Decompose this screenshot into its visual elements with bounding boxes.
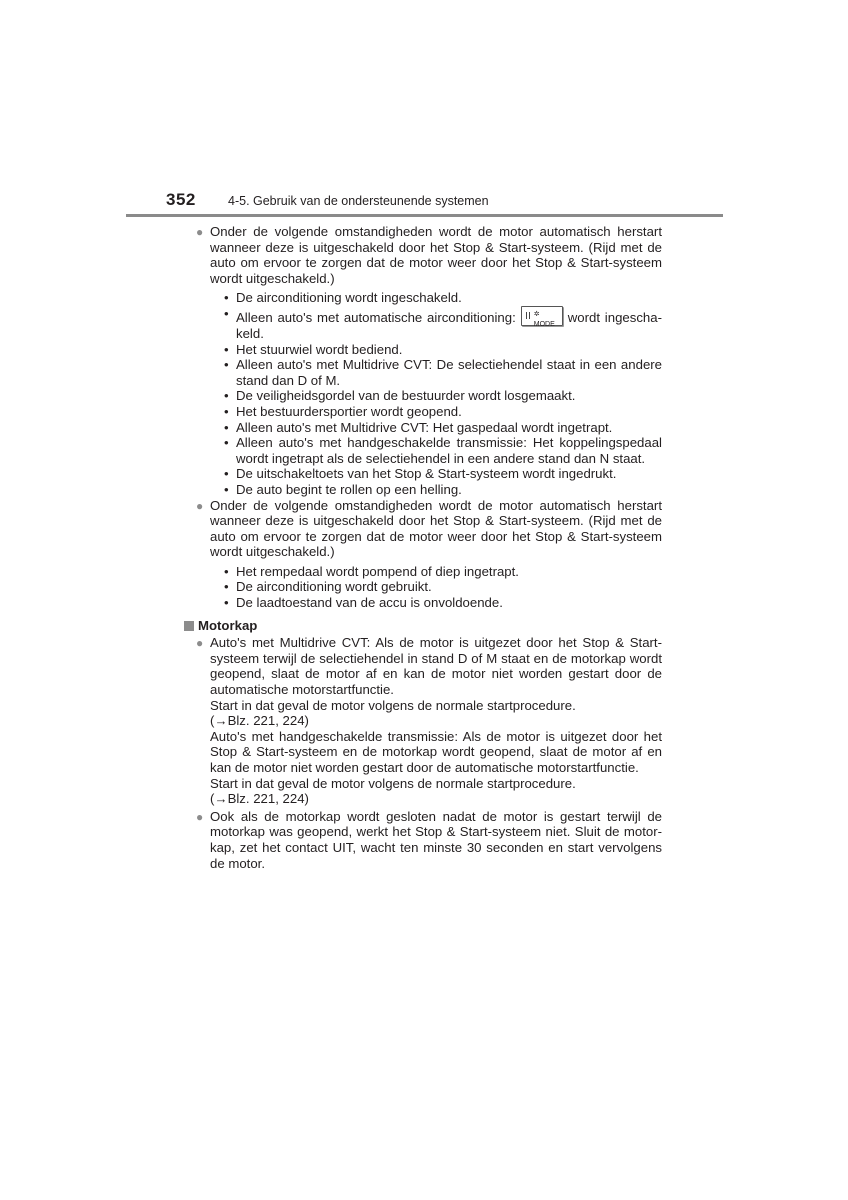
paragraph-text: Auto's met Multidrive CVT: Als de motor is uitgezet door het Stop & Start-systeem terwijl de selectiehendel in stand D of M staat en de motorkap wordt geopend, slaat de motor af en kan de motor niet worden gestart door de automatische motorstartfunctie. xyxy=(210,635,662,698)
page-reference: (→Blz. 221, 224) xyxy=(210,713,309,729)
ac-mode-switch-icon: ✲ MODE xyxy=(521,306,563,326)
list-item: • Het bestuurdersportier wordt geopend. xyxy=(224,403,462,419)
section-heading-motorkap: Motorkap xyxy=(184,618,662,634)
paragraph-text: Start in dat geval de motor volgens de normale startprocedure. xyxy=(210,775,576,791)
bullet-circle-icon: ● xyxy=(196,809,204,824)
bullet-circle-icon: ● xyxy=(196,225,204,239)
page-number: 352 xyxy=(166,190,196,209)
page-content xyxy=(196,224,662,871)
list-item: • De veiligheidsgordel van de bestuurder wordt losgemaakt. xyxy=(224,388,576,404)
list-item: • De uitschakeltoets van het Stop & Start-systeem wordt ingedrukt. xyxy=(224,466,617,482)
list-item: • Het rempedaal wordt pompend of diep ingetrapt. xyxy=(224,563,519,579)
list-item: • Het stuurwiel wordt bediend. xyxy=(224,341,403,357)
motorkap-paragraph-1 xyxy=(196,635,662,807)
list-item: • Alleen auto's met automatische airconditioning: ✲ MODE wordt ingeschakeld. xyxy=(224,305,663,341)
paragraph-text: Onder de volgende omstandigheden wordt de motor automatisch herstart wanneer deze is uitgeschakeld door het Stop & Start-systeem. (Rijd met de auto om ervoor te zorgen dat de motor weer door het Stop & Start-systeem wordt uitgeschakeld.) xyxy=(210,497,662,560)
list-item: • Alleen auto's met Multidrive CVT: Het gaspedaal wordt ingetrapt. xyxy=(224,419,613,435)
motorkap-paragraph-2 xyxy=(196,809,662,871)
list-item: • De laadtoestand van de accu is onvoldoende. xyxy=(224,595,503,611)
paragraph-text: Ook als de motorkap wordt gesloten nadat de motor is gestart terwijl de motorkap was geopend, werkt het Stop & Start-systeem niet. Sluit de motorkap, zet het contact UIT, wacht ten minste 30 seconden en start vervolgens de motor. xyxy=(210,808,662,871)
page-reference: (→Blz. 221, 224) xyxy=(210,791,309,807)
list-item: • De airconditioning wordt gebruikt. xyxy=(224,579,432,595)
paragraph-text: Start in dat geval de motor volgens de normale startprocedure. xyxy=(210,697,576,713)
bullet-circle-icon: ● xyxy=(196,498,204,513)
conditions-list xyxy=(210,290,662,497)
bullet-circle-icon: ● xyxy=(196,636,204,651)
restart-conditions-2 xyxy=(196,498,662,611)
list-item: • Alleen auto's met handgeschakelde transmissie: Het koppelingspedaal wordt ingetrapt als de selectiehendel in een andere stand dan N staat. xyxy=(224,435,662,466)
header-divider xyxy=(126,214,723,217)
conditions-list xyxy=(210,564,662,611)
list-item: • De auto begint te rollen op een helling. xyxy=(224,481,462,497)
section-title: 4-5. Gebruik van de ondersteunende systemen xyxy=(228,194,489,208)
list-item: • De airconditioning wordt ingeschakeld. xyxy=(224,290,462,306)
paragraph-text: Onder de volgende omstandigheden wordt de motor automatisch herstart wanneer deze is uitgeschakeld door het Stop & Start-systeem. (Rijd met de auto om ervoor te zorgen dat de motor weer door het Stop & Start-systeem wordt uitgeschakeld.) xyxy=(210,224,662,286)
list-item: • Alleen auto's met Multidrive CVT: De selectiehendel staat in een andere stand dan D of M. xyxy=(224,357,662,388)
square-bullet-icon xyxy=(184,621,194,631)
restart-conditions-1 xyxy=(196,224,662,498)
paragraph-text: Auto's met handgeschakelde transmissie: Als de motor is uitgezet door het Stop & Start-systeem en de motorkap wordt geopend, slaat de motor af en kan de motor niet worden gestart door de automatische motorstartfunctie. xyxy=(210,728,662,775)
